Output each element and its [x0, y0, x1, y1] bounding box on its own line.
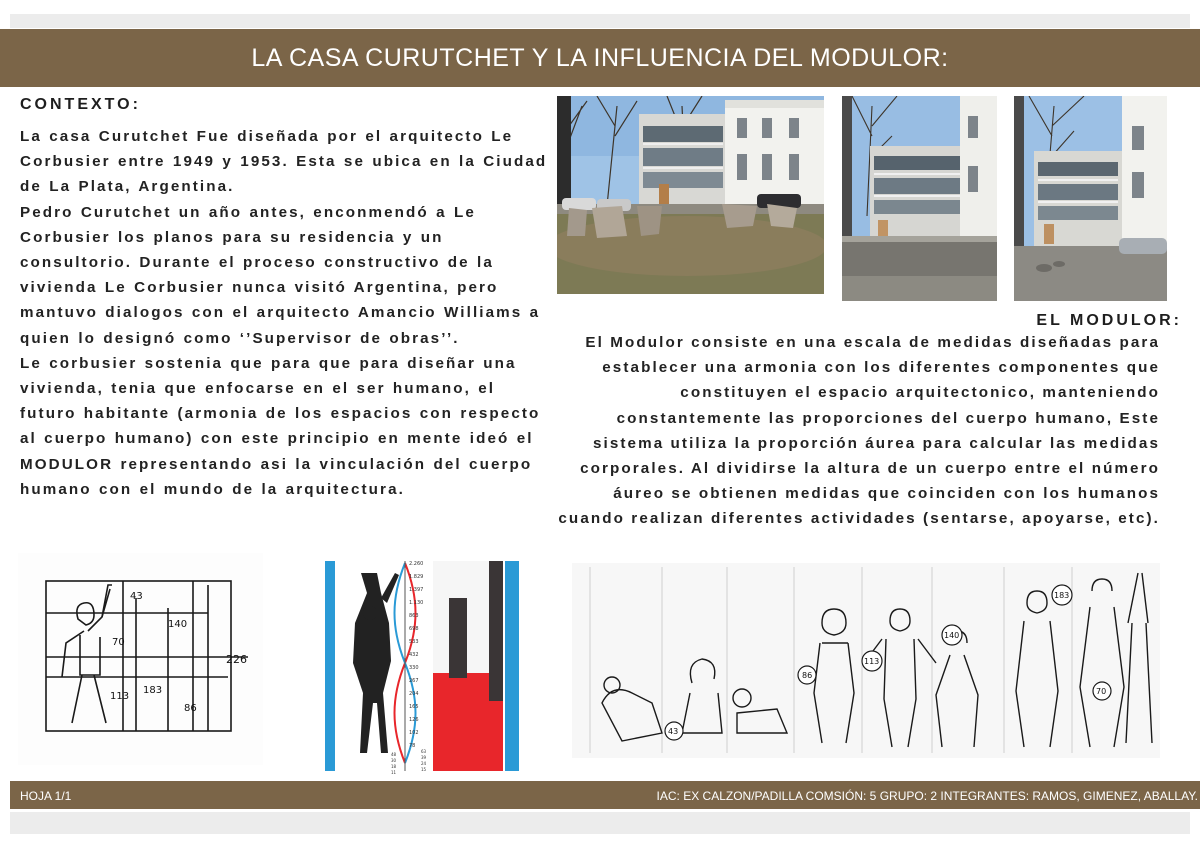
- scale-label: 1.829: [409, 574, 424, 580]
- sketch-1-label-183: 183: [143, 685, 163, 696]
- modulor-text: El Modulor consiste en una escala de medidas diseñadas para establecer una armonia con los diferentes componentes que constituyen el espacio arquitectonico, manteniendo constantemente las proporciones del cuerpo humano, Este sistema utiliza la proporción áurea para calcular las medidas corporales. Al dividirse la altura de un cuerpo entre el número áureo se obtienen medidas que coinciden con los humanos cuando realizan diferentes actividades (sentarse, apoyarse, etc).: [558, 334, 1160, 528]
- scale-label: 330: [409, 665, 419, 671]
- modulor-proportion-sketch: [18, 553, 263, 765]
- contexto-paragraph-3a: Le corbusier sostenia que para que para diseñar una vivienda, tenia que enfocarse en el ser humano, el futuro habitante (armonia de los espacios con respecto al cuerpo humano) con este principio en mente ideó el: [20, 354, 541, 448]
- sketch-1-label-86: 86: [184, 703, 197, 714]
- sketch-3-label-70: 70: [1096, 687, 1107, 696]
- modulor-heading: EL MODULOR:: [1036, 312, 1182, 329]
- scale-label: 30: [391, 758, 397, 763]
- sketch-1-label-70: 70: [112, 637, 125, 648]
- title-bar: [0, 29, 1200, 87]
- photo-casa-curutchet-plaza: [557, 96, 824, 294]
- scale-label: 18: [391, 764, 397, 769]
- scale-label: 863: [409, 613, 419, 619]
- footer-bar: [10, 781, 1200, 809]
- sketch-3-label-183: 183: [1054, 591, 1070, 600]
- scale-label: 432: [409, 652, 419, 658]
- scale-label: 63: [421, 749, 427, 754]
- credits: IAC: EX CALZON/PADILLA COMSIÓN: 5 GRUPO: 2 INTEGRANTES: RAMOS, GIMENEZ, ABALLAY.: [656, 789, 1198, 803]
- sketch-1-label-226: 226: [226, 653, 247, 666]
- scale-label: 533: [409, 639, 419, 645]
- scale-label: 126: [409, 717, 419, 723]
- scale-label: 165: [409, 704, 419, 710]
- photo-casa-curutchet-frente: [842, 96, 997, 301]
- scale-label: 102: [409, 730, 419, 736]
- scale-label: 11: [391, 770, 397, 775]
- sketch-3-label-113: 113: [864, 657, 880, 666]
- contexto-text: [20, 124, 550, 502]
- scale-label: 15: [421, 767, 427, 772]
- scale-label: 24: [421, 761, 427, 766]
- scale-label: 39: [421, 755, 427, 760]
- sketch-3-label-86: 86: [802, 671, 813, 680]
- photo-casa-curutchet-lateral: [1014, 96, 1167, 301]
- modulor-color-scale: [325, 553, 528, 778]
- sketch-1-label-140: 140: [168, 619, 188, 630]
- sketch-3-label-43: 43: [668, 727, 679, 736]
- scale-label: 698: [409, 626, 419, 632]
- top-decorative-strip: [10, 14, 1190, 28]
- sketch-1-label-43: 43: [130, 591, 143, 602]
- scale-label: 48: [391, 752, 397, 757]
- scale-label: 204: [409, 691, 419, 697]
- scale-label: 1.130: [409, 600, 424, 606]
- contexto-paragraph-2: Pedro Curutchet un año antes, enconmendó a Le Corbusier los planos para su residencia y un consultorio. Durante el proceso constructivo de la vivienda Le Corbusier nunca visitó Argentina, pero mantuvo dialogos con el arquitecto Amancio Williams a quien lo designó como ‘’Supervisor de obras’’.: [20, 203, 541, 347]
- sketch-1-label-113: 113: [110, 691, 130, 702]
- scale-label: 78: [409, 743, 416, 749]
- scale-label: 267: [409, 678, 419, 684]
- scale-label: 2.260: [409, 561, 424, 567]
- modulor-keyword: MODULOR: [20, 455, 114, 473]
- scale-label: 1.397: [409, 587, 424, 593]
- contexto-paragraph-3b: representando asi la vinculación del cuerpo humano con el mundo de la arquitectura.: [20, 455, 533, 498]
- sketch-3-label-140: 140: [944, 631, 960, 640]
- contexto-paragraph-3: [20, 351, 550, 502]
- contexto-paragraph-1: La casa Curutchet Fue diseñada por el arquitecto Le Corbusier entre 1949 y 1953. Esta se ubica en la Ciudad de La Plata, Argentina.: [20, 128, 548, 196]
- modulor-activities-sketch: [572, 563, 1160, 758]
- contexto-heading: CONTEXTO:: [20, 96, 141, 113]
- sheet-number: HOJA 1/1: [20, 789, 72, 803]
- page-title: LA CASA CURUTCHET Y LA INFLUENCIA DEL MODULOR:: [251, 43, 949, 72]
- bottom-decorative-strip: [10, 812, 1190, 834]
